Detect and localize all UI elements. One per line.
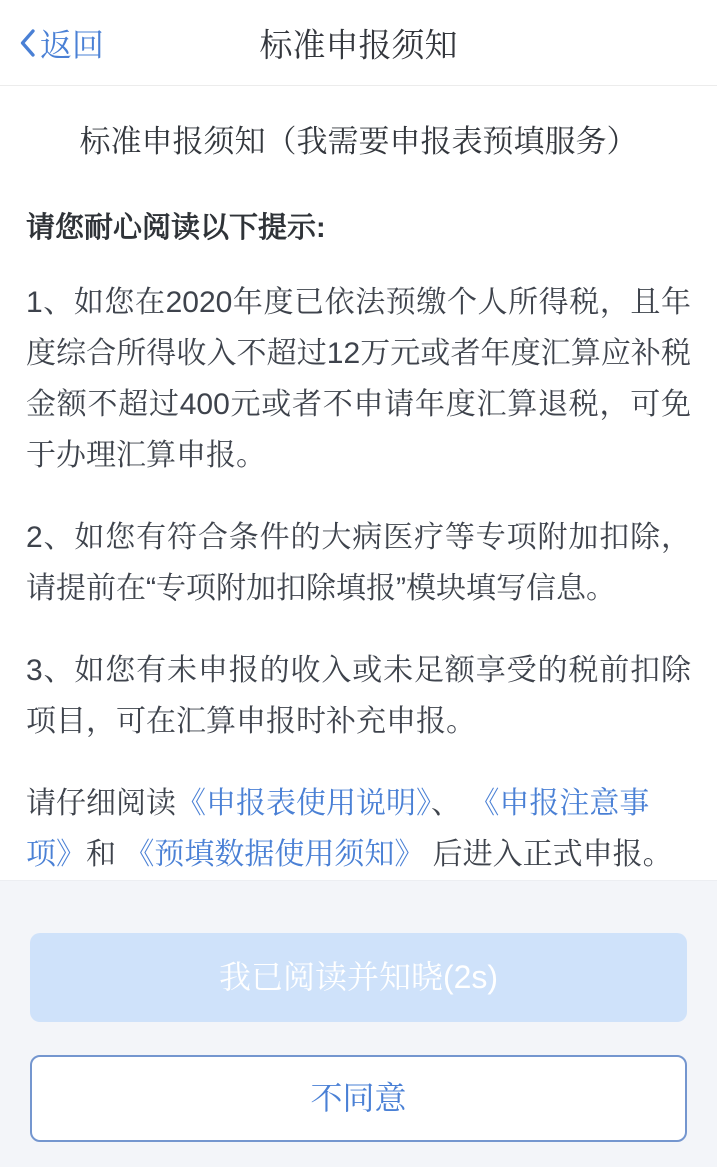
- page-title: 标准申报须知: [259, 26, 458, 63]
- nav-bar: [0, 0, 717, 86]
- notice-intro: 请您耐心阅读以下提示:: [26, 212, 326, 244]
- footer-text-segment: 和: [86, 838, 125, 871]
- notice-paragraph: 1、如您在2020年度已依法预缴个人所得税，且年度综合所得收入不超过12万元或者年度汇算应补税金额不超过400元或者不申请年度汇算退税，可免于办理汇算申报。: [26, 286, 691, 472]
- notice-paragraphs: [26, 277, 691, 747]
- notice-title: 标准申报须知（我需要申报表预填服务）: [79, 124, 638, 159]
- back-button[interactable]: [18, 0, 104, 85]
- disagree-button[interactable]: 不同意: [30, 1055, 687, 1142]
- footer-text-segment: 、: [431, 787, 470, 820]
- footer-text-segment: 请仔细阅读: [26, 787, 176, 820]
- notice-paragraph: 3、如您有未申报的收入或未足额享受的税前扣除项目，可在汇算申报时补充申报。: [26, 654, 691, 738]
- confirm-read-button[interactable]: 我已阅读并知晓(2s): [30, 933, 687, 1022]
- notice-footer: [26, 778, 691, 880]
- notice-content: [0, 86, 717, 880]
- back-button-label: 返回: [40, 26, 105, 63]
- chevron-left-icon: [18, 28, 36, 58]
- notice-paragraph: 2、如您有符合条件的大病医疗等专项附加扣除，请提前在“专项附加扣除填报”模块填写信息。: [26, 521, 691, 605]
- document-link[interactable]: 《预填数据使用须知》: [124, 838, 425, 871]
- footer-text-segment: 后进入正式申报。: [424, 838, 673, 871]
- document-link[interactable]: 《申报表使用说明》: [176, 787, 431, 820]
- action-panel: [0, 880, 717, 1167]
- document-link[interactable]: 《申报注意事项》: [26, 787, 650, 871]
